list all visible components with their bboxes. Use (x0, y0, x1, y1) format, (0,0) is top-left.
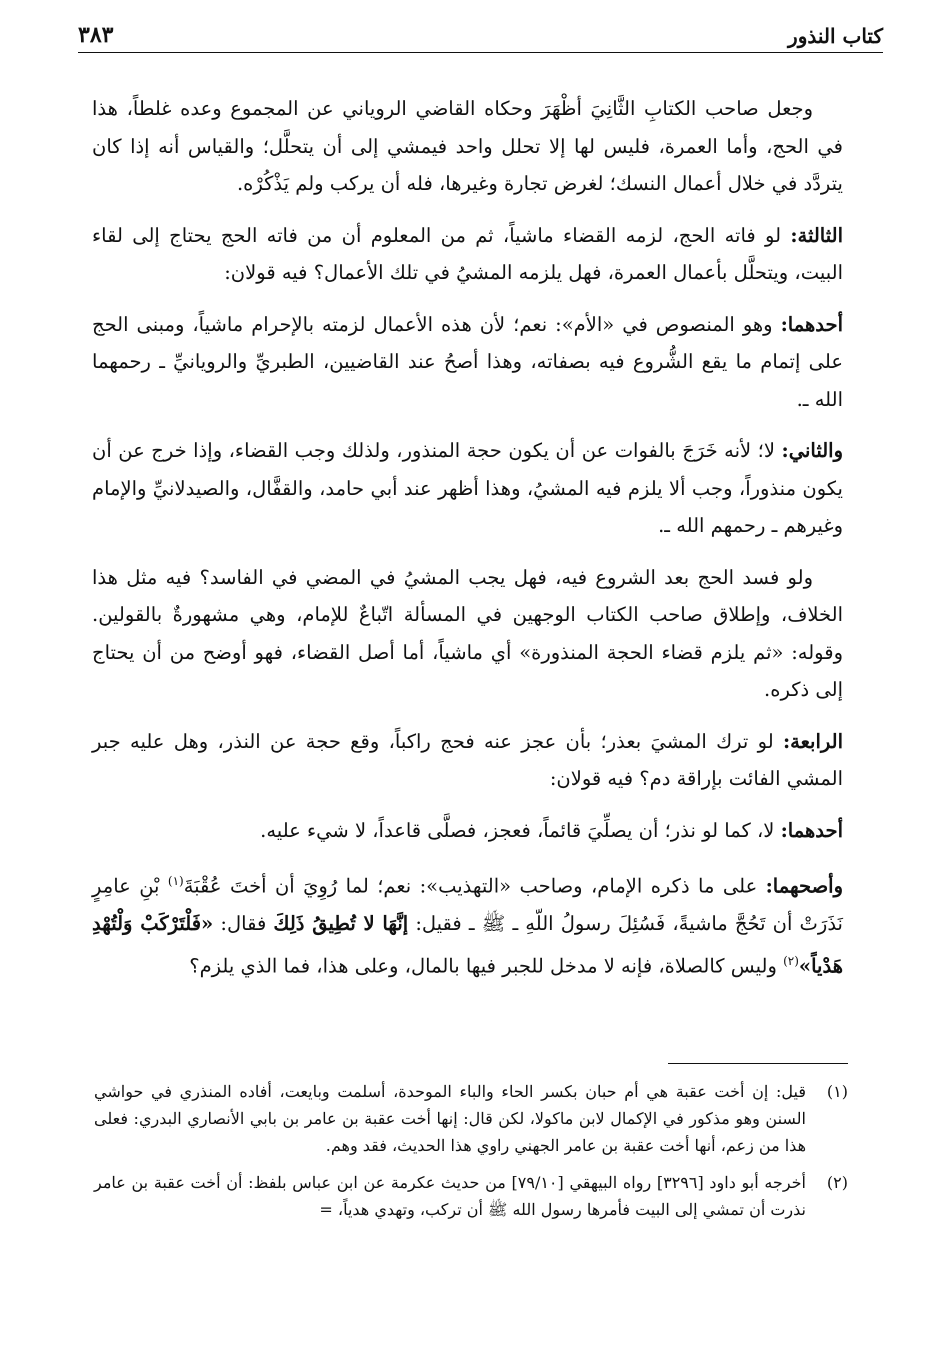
footnotes (94, 1078, 848, 1233)
hadith-quote: «فَلْتَرْكَبْ وَلْتُهْدِ هَدْياً» (92, 912, 843, 977)
section-lead: الثالثة: (790, 223, 843, 247)
hadith-quote: إنَّهَا لا تُطِيقُ ذَلِكَ (273, 912, 409, 935)
footnote-number: (٢) (826, 1173, 848, 1192)
paragraph-stronger-view (92, 863, 843, 985)
paragraph-text: وليس كالصلاة، فإنه لا مدخل للجبر فيها بالمال، وعلى هذا، فما الذي يلزم؟ (189, 954, 784, 977)
page-header (78, 22, 883, 53)
paragraph-text: بْنِ عامِرٍ نَذَرَتْ أن تَحُجَّ ماشيةً، فَسُئِلَ رسولُ اللّهِ ـ ﷺ ـ فقيل: (92, 874, 843, 935)
footnote (94, 1078, 848, 1159)
paragraph-third (92, 217, 843, 292)
footnote-ref-1[interactable]: (١) (167, 874, 184, 888)
paragraph-text: لو ترك المشيَ بعذر؛ بأن عجز عنه فحج راكباً، وقع حجة عن النذر، وهل عليه جبر المشي الفائت بإراقة دم؟ فيه قولان: (92, 729, 843, 790)
paragraph-text: على ما ذكره الإمام، وصاحب «التهذيب»: نعم؛ لما رُوِيَ أن أختَ عُقْبَةَ (183, 874, 766, 898)
section-lead: والثاني: (781, 439, 843, 462)
paragraph-first-opinion (92, 306, 843, 419)
paragraph-second-opinion (92, 432, 843, 545)
paragraph-text: لو فاته الحج، لزمه القضاء ماشياً، ثم من المعلوم أن من فاته الحج يحتاج إلى لقاء البيت، ويتحلَّل بأعمال العمرة، فهل يلزمه المشيُ في تلك الأعمال؟ فيه قولان: (92, 223, 843, 284)
paragraph-fourth (92, 723, 843, 798)
footnote (94, 1169, 848, 1223)
section-lead: أحدهما: (780, 312, 843, 336)
section-lead: الرابعة: (782, 729, 843, 753)
paragraph-text: لا؛ لأنه خَرَجَ بالفوات عن أن يكون حجة المنذور، ولذلك وجب القضاء، وإذا خرج عن أن يكون منذوراً، وجب ألا يلزم فيه المشيُ، وهذا أظهر عند أبي حامد، والقفَّال، والصيدلانيِّ والإمام وغيرهم ـ رحمهم الله ـ. (92, 439, 843, 537)
paragraph-text: وهو المنصوص في «الأم»: نعم؛ لأن هذه الأعمال لزمته بالإحرام ماشياً، ومبنى الحج على إتمام ما يقع الشُّروع فيه بصفاته، وهذا أصحُ عند القاضيين، الطبريِّ والرويانيِّ ـ رحمهما الله ـ. (92, 312, 843, 411)
footnote-text: قيل: إن أخت عقبة هي أم حبان بكسر الحاء والباء الموحدة، أسلمت وبايعت، أفاده المنذري في حواشي السنن وهو مذكور في الإكمال لابن ماكولا، لكن قال: إنها أخت عقبة بن عامر بن بابي الأنصاري البدري: فعلى هذا من زعم، أنها أخت عقبة بن عامر الجهني راوي هذا الحديث، فقد وهم. (94, 1082, 806, 1155)
section-lead: وأصحهما: (765, 874, 843, 898)
paragraph: ولو فسد الحج بعد الشروع فيه، فهل يجب المشيُ في المضي في الفاسد؟ فيه مثل هذا الخلاف، وإطلاق صاحب الكتاب الوجهين في المسألة اتّباعٌ للإمام، وهي مشهورةٌ بالقولين. وقوله: «ثم يلزم قضاء الحجة المنذورة» أي ماشياً، أما أصل القضاء، فهو أوضح من أن يحتاج إلى ذكره. (92, 565, 843, 701)
footnote-number: (١) (826, 1082, 848, 1101)
paragraph: وجعل صاحب الكتابِ الثَّانِيَ أظْهَرَ وحكاه القاضي الروياني عن المجموع وعده غلطاً، هذا في الحج، وأما العمرة، فليس لها إلا تحلل واحد فيمشي إلى أن يتحلَّل؛ والقياس أنه إذا كان يتردَّد في خلال أعمال النسك؛ لغرض تجارة وغيرها، فله أن يركب ولم يَذْكُرْه. (92, 97, 843, 195)
running-title: كتاب النذور (788, 24, 883, 48)
footnote-divider (668, 1063, 848, 1064)
paragraph-text: فقال: (213, 912, 274, 935)
page-number: ٣٨٣ (78, 22, 114, 48)
footnote-ref-2[interactable]: (٢) (783, 953, 799, 968)
section-lead: أحدهما: (780, 818, 843, 842)
paragraph-text: لا، كما لو نذر؛ أن يصلِّيَ قائماً، فعجز، فصلَّى قاعداً، لا شيء عليه. (260, 818, 781, 842)
footnote-text: أخرجه أبو داود [٣٢٩٦] رواه البيهقي [٧٩/١٠] من حديث عكرمة عن ابن عباس بلفظ: أن أخت عقبة بن عامر نذرت أن تمشي إلى البيت فأمرها رسول الله ﷺ أن تركب، وتهدي هدياً، = (94, 1173, 806, 1219)
paragraph-first-view (92, 812, 843, 850)
main-text (92, 90, 843, 999)
